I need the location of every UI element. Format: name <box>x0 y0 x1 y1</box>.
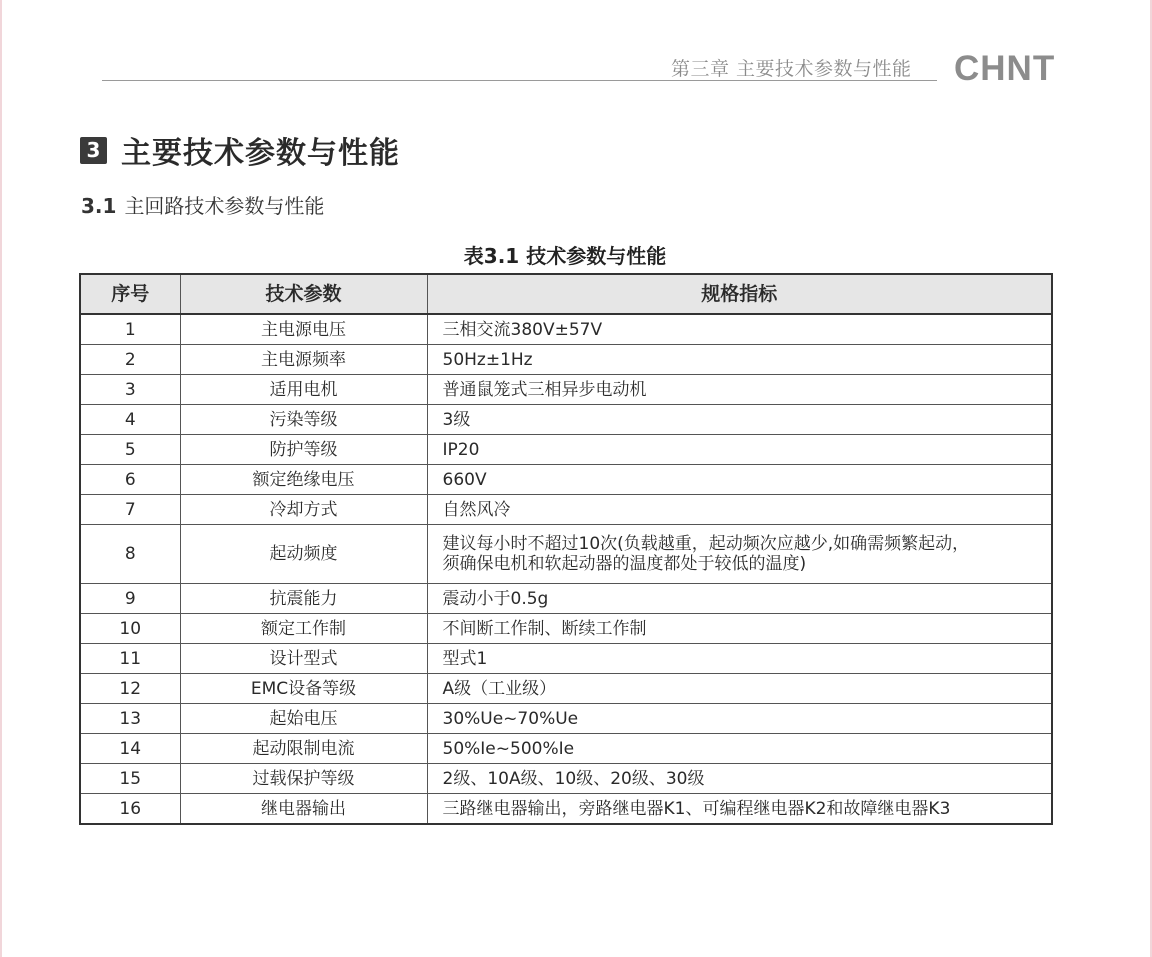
row-no: 12 <box>80 674 180 704</box>
chnt-logo: CHNT <box>954 49 1056 88</box>
table-row <box>80 345 1052 375</box>
row-param: EMC设备等级 <box>180 674 427 704</box>
row-no: 5 <box>80 435 180 465</box>
row-no: 13 <box>80 704 180 734</box>
table-caption: 表3.1 技术参数与性能 <box>463 244 667 268</box>
row-spec: 普通鼠笼式三相异步电动机 <box>427 375 1052 405</box>
row-no: 4 <box>80 405 180 435</box>
row-no: 11 <box>80 644 180 674</box>
table-row <box>80 584 1052 614</box>
section-heading <box>80 128 400 172</box>
row-spec: A级（工业级） <box>427 674 1052 704</box>
chapter-header: 第三章 主要技术参数与性能 <box>671 58 912 80</box>
table-row <box>80 465 1052 495</box>
row-no: 9 <box>80 584 180 614</box>
table-row <box>80 375 1052 405</box>
table-header-row <box>80 274 1052 314</box>
header-param: 技术参数 <box>180 274 427 314</box>
row-no: 1 <box>80 314 180 345</box>
row-param: 继电器输出 <box>180 794 427 825</box>
row-spec-line-1: 建议每小时不超过10次(负载越重，起动频次应越少,如确需频繁起动， <box>442 534 970 554</box>
row-no: 10 <box>80 614 180 644</box>
row-spec: 50%Ie~500%Ie <box>427 734 1052 764</box>
table-row <box>80 704 1052 734</box>
row-param: 设计型式 <box>180 644 427 674</box>
row-param: 防护等级 <box>180 435 427 465</box>
row-spec: 三路继电器输出，旁路继电器K1、可编程继电器K2和故障继电器K3 <box>427 794 1052 825</box>
row-spec-line-2: 须确保电机和软起动器的温度都处于较低的温度) <box>442 554 807 574</box>
row-no: 2 <box>80 345 180 375</box>
row-spec: 自然风冷 <box>427 495 1052 525</box>
header-no: 序号 <box>80 274 180 314</box>
subsection-heading <box>81 190 324 219</box>
table-row <box>80 495 1052 525</box>
row-param: 起始电压 <box>180 704 427 734</box>
page-edge-left <box>0 0 2 957</box>
row-param: 额定绝缘电压 <box>180 465 427 495</box>
row-param: 额定工作制 <box>180 614 427 644</box>
table-row <box>80 405 1052 435</box>
row-param: 抗震能力 <box>180 584 427 614</box>
row-spec: 3级 <box>427 405 1052 435</box>
table-row <box>80 435 1052 465</box>
subsection-title: 主回路技术参数与性能 <box>124 194 325 218</box>
row-param: 起动限制电流 <box>180 734 427 764</box>
table-row <box>80 794 1052 825</box>
table-row <box>80 314 1052 345</box>
row-spec: 660V <box>427 465 1052 495</box>
table-row <box>80 734 1052 764</box>
row-no: 3 <box>80 375 180 405</box>
row-spec: IP20 <box>427 435 1052 465</box>
header-spec: 规格指标 <box>427 274 1052 314</box>
subsection-number: 3.1 <box>81 194 117 218</box>
parameters-table <box>79 273 1053 825</box>
row-no: 15 <box>80 764 180 794</box>
table-row <box>80 644 1052 674</box>
row-spec <box>427 525 1052 584</box>
row-spec: 2级、10A级、10级、20级、30级 <box>427 764 1052 794</box>
row-spec: 不间断工作制、断续工作制 <box>427 614 1052 644</box>
row-no: 16 <box>80 794 180 825</box>
row-param: 主电源频率 <box>180 345 427 375</box>
row-no: 7 <box>80 495 180 525</box>
table-row <box>80 525 1052 584</box>
header-divider <box>102 80 937 81</box>
row-no: 6 <box>80 465 180 495</box>
row-spec: 型式1 <box>427 644 1052 674</box>
row-spec: 50Hz±1Hz <box>427 345 1052 375</box>
section-title: 主要技术参数与性能 <box>121 136 400 171</box>
row-param: 起动频度 <box>180 525 427 584</box>
row-spec: 震动小于0.5g <box>427 584 1052 614</box>
table-row <box>80 764 1052 794</box>
row-param: 主电源电压 <box>180 314 427 345</box>
row-no: 8 <box>80 525 180 584</box>
table-row <box>80 674 1052 704</box>
table-row <box>80 614 1052 644</box>
row-no: 14 <box>80 734 180 764</box>
row-spec: 三相交流380V±57V <box>427 314 1052 345</box>
row-param: 适用电机 <box>180 375 427 405</box>
row-param: 冷却方式 <box>180 495 427 525</box>
row-spec: 30%Ue~70%Ue <box>427 704 1052 734</box>
row-param: 过载保护等级 <box>180 764 427 794</box>
section-number-badge: 3 <box>80 137 107 164</box>
row-param: 污染等级 <box>180 405 427 435</box>
